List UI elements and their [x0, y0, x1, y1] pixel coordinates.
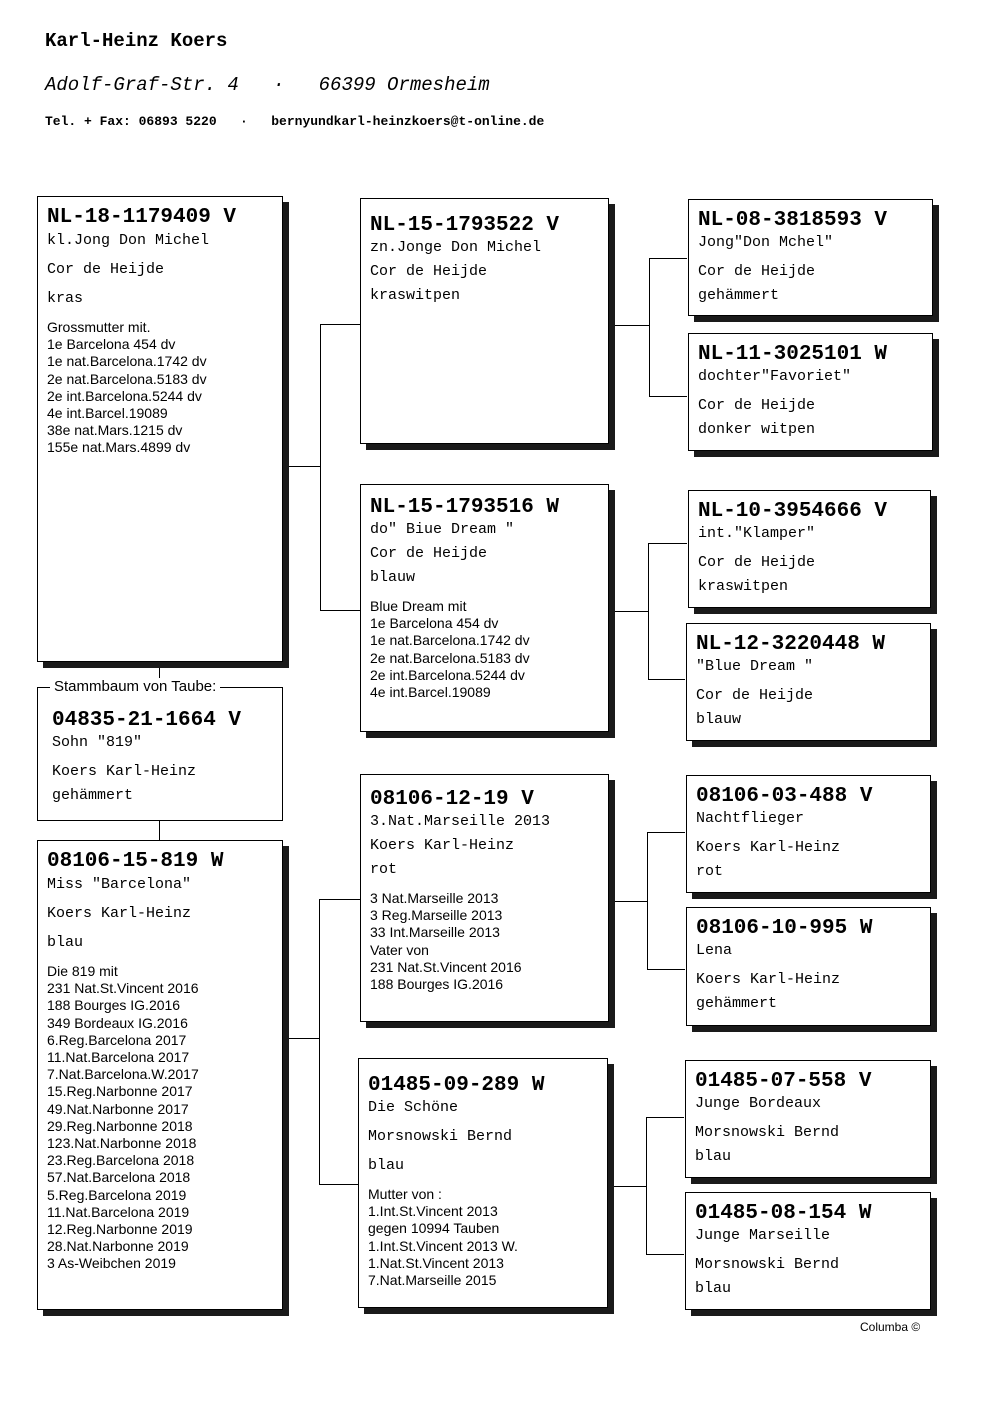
note-line: 12.Reg.Narbonne 2019: [47, 1221, 193, 1238]
great-grandparent-card: [688, 333, 933, 451]
note-line: 5.Reg.Barcelona 2019: [47, 1186, 187, 1203]
breeder-name: Morsnowski Bernd: [695, 1256, 840, 1273]
pigeon-name: Junge Marseille: [695, 1227, 831, 1244]
connector-line: [648, 543, 687, 544]
note-line: 3 As-Weibchen 2019: [47, 1255, 176, 1272]
pigeon-color: blauw: [696, 711, 742, 728]
owner-address: Adolf-Graf-Str. 4 · 66399 Ormesheim: [45, 74, 490, 96]
connector-line: [320, 610, 360, 611]
note-line: 1e Barcelona 454 dv: [47, 336, 176, 353]
connector-line: [608, 1186, 646, 1187]
performance-notes: [368, 1186, 599, 1289]
ring-number: 08106-15-819 W: [47, 850, 224, 873]
pigeon-name: kl.Jong Don Michel: [47, 232, 210, 249]
note-line: 231 Nat.St.Vincent 2016: [47, 980, 199, 997]
breeder-name: Cor de Heijde: [370, 263, 488, 280]
great-grandparent-card: [686, 775, 931, 893]
connector-line: [283, 466, 320, 467]
note-line: 28.Nat.Narbonne 2019: [47, 1238, 189, 1255]
pigeon-name: dochter"Favoriet": [698, 368, 852, 385]
pigeon-name: Sohn "819": [52, 734, 143, 751]
pigeon-name: Miss "Barcelona": [47, 876, 192, 893]
ring-number: NL-12-3220448 W: [696, 633, 886, 656]
pigeon-name: 3.Nat.Marseille 2013: [370, 813, 551, 830]
owner-contact: Tel. + Fax: 06893 5220 · bernyundkarl-heinzkoers@t-online.de: [45, 114, 545, 129]
note-line: 15.Reg.Narbonne 2017: [47, 1083, 193, 1100]
owner-name: Karl-Heinz Koers: [45, 30, 228, 52]
note-line: 1e nat.Barcelona.1742 dv: [370, 632, 530, 649]
connector-line: [647, 832, 685, 833]
note-line: 2e nat.Barcelona.5183 dv: [47, 370, 207, 387]
note-line: 1.Int.St.Vincent 2013: [368, 1203, 498, 1220]
pigeon-name: zn.Jonge Don Michel: [370, 239, 542, 256]
note-line: 7.Nat.Barcelona.W.2017: [47, 1066, 199, 1083]
breeder-name: Koers Karl-Heinz: [52, 763, 197, 780]
pigeon-color: gehämmert: [696, 995, 778, 1012]
ring-number: NL-08-3818593 V: [698, 209, 888, 232]
mother-card: [37, 840, 283, 1310]
pigeon-color: kras: [47, 290, 84, 307]
connector-line: [646, 1117, 647, 1255]
note-line: 4e int.Barcel.19089: [370, 684, 491, 701]
connector-line: [320, 324, 321, 611]
connector-line: [159, 820, 160, 840]
great-grandparent-card: [685, 1192, 931, 1310]
breeder-name: Morsnowski Bernd: [695, 1124, 840, 1141]
performance-notes: [370, 890, 600, 993]
note-line: 33 Int.Marseille 2013: [370, 924, 500, 941]
great-grandparent-card: [686, 623, 931, 741]
breeder-name: Koers Karl-Heinz: [696, 971, 841, 988]
connector-line: [320, 324, 360, 325]
connector-line: [649, 258, 650, 397]
note-line: 4e int.Barcel.19089: [47, 405, 168, 422]
pigeon-name: do" Biue Dream ": [370, 521, 515, 538]
ring-number: NL-11-3025101 W: [698, 343, 888, 366]
maternal-grandfather-card: [360, 774, 609, 1022]
connector-line: [646, 1117, 684, 1118]
ring-number: NL-10-3954666 V: [698, 500, 888, 523]
connector-line: [648, 543, 649, 680]
pigeon-color: blau: [47, 934, 84, 951]
note-line: 2e nat.Barcelona.5183 dv: [370, 649, 530, 666]
connector-line: [649, 258, 687, 259]
note-line: 1e Barcelona 454 dv: [370, 615, 499, 632]
note-line: 349 Bordeaux IG.2016: [47, 1014, 188, 1031]
pigeon-color: gehämmert: [698, 287, 780, 304]
connector-line: [283, 1038, 319, 1039]
connector-line: [609, 611, 648, 612]
performance-notes: [370, 598, 600, 701]
connector-line: [646, 1254, 684, 1255]
great-grandparent-card: [688, 490, 931, 608]
footer-credit: Columba ©: [860, 1320, 921, 1334]
pigeon-color: blau: [695, 1280, 732, 1297]
pigeon-name: Junge Bordeaux: [695, 1095, 822, 1112]
breeder-name: Koers Karl-Heinz: [47, 905, 192, 922]
performance-notes: [47, 319, 274, 457]
ring-number: NL-15-1793516 W: [370, 496, 560, 519]
performance-notes: [47, 963, 274, 1273]
pigeon-color: kraswitpen: [698, 578, 789, 595]
breeder-name: Cor de Heijde: [698, 263, 816, 280]
pigeon-name: "Blue Dream ": [696, 658, 814, 675]
pigeon-name: int."Klamper": [698, 525, 816, 542]
pigeon-name: Nachtflieger: [696, 810, 805, 827]
connector-line: [647, 832, 648, 970]
note-line: 3 Nat.Marseille 2013: [370, 890, 499, 906]
pigeon-color: gehämmert: [52, 787, 134, 804]
note-line: 123.Nat.Narbonne 2018: [47, 1135, 197, 1152]
note-line: 6.Reg.Barcelona 2017: [47, 1031, 187, 1048]
note-line: 3 Reg.Marseille 2013: [370, 907, 503, 924]
subject-pigeon: [52, 708, 241, 804]
ring-number: NL-15-1793522 V: [370, 214, 560, 237]
note-line: 188 Bourges IG.2016: [47, 997, 181, 1014]
connector-line: [647, 969, 685, 970]
pigeon-color: blau: [368, 1157, 405, 1174]
note-line: 23.Reg.Barcelona 2018: [47, 1152, 195, 1169]
connector-line: [609, 901, 647, 902]
note-line: gegen 10994 Tauben: [368, 1220, 500, 1237]
breeder-name: Cor de Heijde: [698, 397, 816, 414]
breeder-name: Koers Karl-Heinz: [696, 839, 841, 856]
note-line: 2e int.Barcelona.5244 dv: [370, 666, 525, 683]
connector-line: [319, 1184, 358, 1185]
breeder-name: Cor de Heijde: [47, 261, 165, 278]
pigeon-name: Jong"Don Mchel": [698, 234, 834, 251]
pigeon-color: kraswitpen: [370, 287, 461, 304]
ring-number: NL-18-1179409 V: [47, 206, 237, 229]
great-grandparent-card: [685, 1060, 931, 1178]
ring-number: 01485-07-558 V: [695, 1070, 872, 1093]
pigeon-name: Die Schöne: [368, 1099, 459, 1116]
note-line: Mutter von :: [368, 1186, 442, 1202]
father-card: [37, 196, 283, 662]
note-line: 1e nat.Barcelona.1742 dv: [47, 353, 207, 370]
note-line: 2e int.Barcelona.5244 dv: [47, 387, 202, 404]
note-line: Grossmutter mit.: [47, 319, 151, 335]
stammbaum-label: Stammbaum von Taube:: [50, 678, 220, 695]
breeder-name: Cor de Heijde: [698, 554, 816, 571]
note-line: 231 Nat.St.Vincent 2016: [370, 958, 522, 975]
pigeon-color: blau: [695, 1148, 732, 1165]
ring-number: 01485-09-289 W: [368, 1074, 545, 1097]
pigeon-color: donker witpen: [698, 421, 816, 438]
connector-line: [319, 899, 320, 1185]
note-line: Vater von: [370, 941, 429, 958]
great-grandparent-card: [688, 199, 933, 316]
note-line: 1.Nat.St.Vincent 2013: [368, 1254, 504, 1271]
note-line: 49.Nat.Narbonne 2017: [47, 1100, 189, 1117]
breeder-name: Morsnowski Bernd: [368, 1128, 513, 1145]
ring-number: 08106-10-995 W: [696, 917, 873, 940]
pigeon-name: Lena: [696, 942, 733, 959]
ring-number: 01485-08-154 W: [695, 1202, 872, 1225]
note-line: 38e nat.Mars.1215 dv: [47, 422, 183, 439]
note-line: 188 Bourges IG.2016: [370, 976, 504, 993]
connector-line: [649, 396, 687, 397]
paternal-grandmother-card: [360, 484, 609, 732]
ring-number: 04835-21-1664 V: [52, 709, 242, 732]
pigeon-color: rot: [370, 861, 398, 878]
note-line: 155e nat.Mars.4899 dv: [47, 439, 191, 456]
connector-line: [648, 679, 685, 680]
note-line: 29.Reg.Narbonne 2018: [47, 1117, 193, 1134]
note-line: 11.Nat.Barcelona 2017: [47, 1049, 190, 1066]
note-line: Die 819 mit: [47, 963, 118, 979]
connector-line: [609, 325, 649, 326]
pigeon-color: rot: [696, 863, 724, 880]
note-line: 11.Nat.Barcelona 2019: [47, 1203, 190, 1220]
note-line: 1.Int.St.Vincent 2013 W.: [368, 1237, 518, 1254]
note-line: 7.Nat.Marseille 2015: [368, 1272, 497, 1289]
ring-number: 08106-12-19 V: [370, 788, 534, 811]
paternal-grandfather-card: [360, 198, 609, 444]
note-line: Blue Dream mit: [370, 598, 467, 614]
breeder-name: Koers Karl-Heinz: [370, 837, 515, 854]
note-line: 57.Nat.Barcelona 2018: [47, 1169, 191, 1186]
maternal-grandmother-card: [358, 1058, 608, 1308]
great-grandparent-card: [686, 907, 931, 1026]
connector-line: [319, 899, 360, 900]
pigeon-color: blauw: [370, 569, 416, 586]
breeder-name: Cor de Heijde: [370, 545, 488, 562]
breeder-name: Cor de Heijde: [696, 687, 814, 704]
ring-number: 08106-03-488 V: [696, 785, 873, 808]
